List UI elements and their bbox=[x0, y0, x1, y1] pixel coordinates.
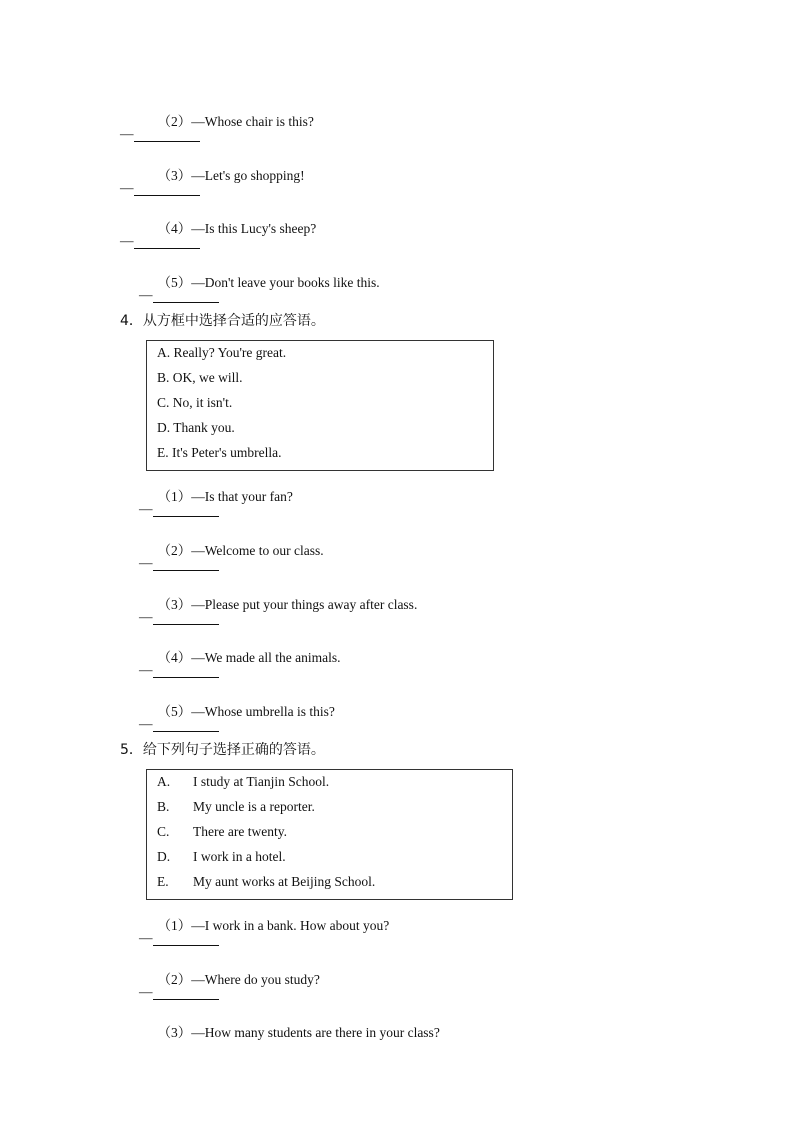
option-e bbox=[157, 874, 375, 890]
answer-blank[interactable] bbox=[153, 986, 219, 1000]
s5-answer-1[interactable] bbox=[139, 930, 219, 946]
section-5-heading: 5．给下列句子选择正确的答语。 bbox=[120, 742, 325, 758]
question-text: —Please put your things away after class. bbox=[191, 597, 418, 612]
question-text: —Don't leave your books like this. bbox=[191, 275, 380, 290]
option-d bbox=[157, 849, 286, 865]
option-b bbox=[157, 799, 315, 815]
option-c bbox=[157, 824, 287, 840]
option-letter: B. bbox=[157, 799, 170, 814]
option-a: A. Really? You're great. bbox=[157, 345, 287, 360]
option-text: I work in a hotel. bbox=[193, 849, 286, 864]
s3-answer-4[interactable] bbox=[120, 233, 200, 249]
s5-answer-2[interactable] bbox=[139, 984, 219, 1000]
option-a bbox=[157, 774, 329, 790]
answer-blank[interactable] bbox=[153, 718, 219, 732]
question-number: （5） bbox=[157, 704, 192, 719]
s3-answer-5[interactable] bbox=[139, 287, 219, 303]
answer-dash: — bbox=[139, 716, 153, 731]
section-5-option-box bbox=[146, 769, 513, 900]
question-number: （4） bbox=[157, 650, 192, 665]
option-letter: D. bbox=[157, 849, 171, 864]
option-text: I study at Tianjin School. bbox=[193, 774, 330, 789]
answer-dash: — bbox=[120, 180, 134, 195]
answer-dash: — bbox=[139, 662, 153, 677]
question-text: —We made all the animals. bbox=[191, 650, 341, 665]
option-e: E. It's Peter's umbrella. bbox=[157, 445, 282, 460]
question-text: —Whose chair is this? bbox=[191, 114, 314, 129]
question-number: （3） bbox=[157, 1025, 192, 1040]
question-text: —Whose umbrella is this? bbox=[191, 704, 335, 719]
answer-blank[interactable] bbox=[134, 235, 200, 249]
question-text: —How many students are there in your class? bbox=[191, 1025, 440, 1040]
option-b: B. OK, we will. bbox=[157, 370, 243, 385]
question-text: —Where do you study? bbox=[191, 972, 320, 987]
answer-dash: — bbox=[139, 609, 153, 624]
s4-answer-1[interactable] bbox=[139, 501, 219, 517]
question-number: （3） bbox=[157, 168, 192, 183]
question-text: —Welcome to our class. bbox=[191, 543, 324, 558]
answer-blank[interactable] bbox=[134, 128, 200, 142]
option-letter: A. bbox=[157, 774, 171, 789]
option-c: C. No, it isn't. bbox=[157, 395, 233, 410]
option-letter: E. bbox=[157, 874, 169, 889]
question-number: （3） bbox=[157, 597, 192, 612]
s3-answer-2[interactable] bbox=[120, 126, 200, 142]
question-number: （2） bbox=[157, 114, 192, 129]
answer-blank[interactable] bbox=[153, 557, 219, 571]
question-text: —I work in a bank. How about you? bbox=[191, 918, 390, 933]
answer-blank[interactable] bbox=[134, 182, 200, 196]
answer-blank[interactable] bbox=[153, 289, 219, 303]
option-letter: C. bbox=[157, 824, 170, 839]
question-number: （1） bbox=[157, 489, 192, 504]
s4-answer-4[interactable] bbox=[139, 662, 219, 678]
section-4-heading: 4．从方框中选择合适的应答语。 bbox=[120, 313, 325, 329]
answer-dash: — bbox=[139, 287, 153, 302]
option-d: D. Thank you. bbox=[157, 420, 235, 435]
question-number: （2） bbox=[157, 972, 192, 987]
answer-dash: — bbox=[120, 126, 134, 141]
answer-dash: — bbox=[139, 984, 153, 999]
question-number: （1） bbox=[157, 918, 192, 933]
answer-dash: — bbox=[120, 233, 134, 248]
answer-dash: — bbox=[139, 501, 153, 516]
option-text: My uncle is a reporter. bbox=[193, 799, 315, 814]
answer-blank[interactable] bbox=[153, 932, 219, 946]
answer-blank[interactable] bbox=[153, 664, 219, 678]
s4-answer-5[interactable] bbox=[139, 716, 219, 732]
s4-answer-2[interactable] bbox=[139, 555, 219, 571]
s3-answer-3[interactable] bbox=[120, 180, 200, 196]
question-text: —Is this Lucy's sheep? bbox=[191, 221, 317, 236]
question-text: —Is that your fan? bbox=[191, 489, 293, 504]
option-text: There are twenty. bbox=[193, 824, 287, 839]
option-text: My aunt works at Beijing School. bbox=[193, 874, 376, 889]
answer-dash: — bbox=[139, 930, 153, 945]
question-text: —Let's go shopping! bbox=[191, 168, 305, 183]
question-number: （4） bbox=[157, 221, 192, 236]
s5-question-3 bbox=[144, 1009, 440, 1057]
answer-blank[interactable] bbox=[153, 503, 219, 517]
answer-blank[interactable] bbox=[153, 611, 219, 625]
s4-answer-3[interactable] bbox=[139, 609, 219, 625]
answer-dash: — bbox=[139, 555, 153, 570]
section-4-option-box bbox=[146, 340, 494, 471]
question-number: （2） bbox=[157, 543, 192, 558]
question-number: （5） bbox=[157, 275, 192, 290]
